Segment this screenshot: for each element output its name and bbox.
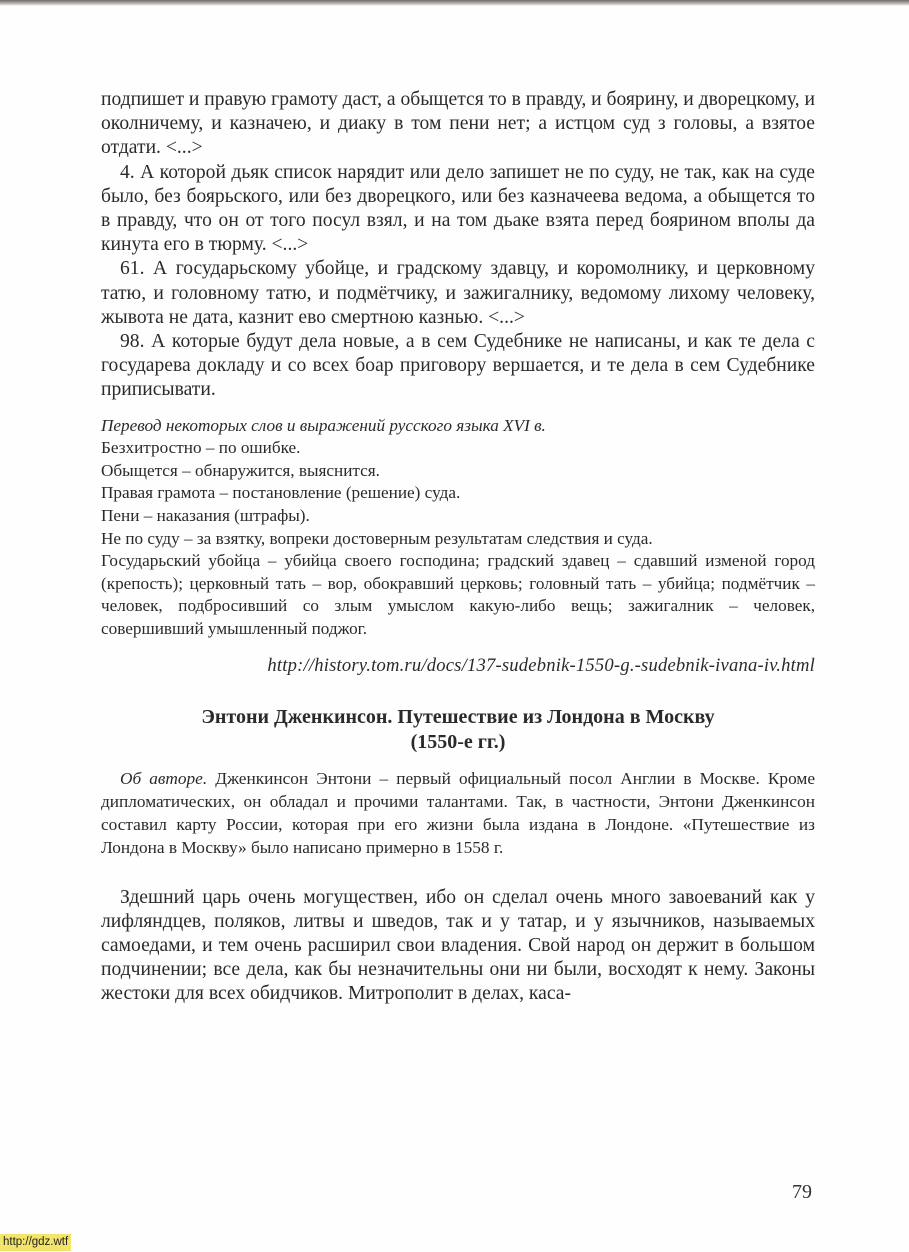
page-number: 79	[792, 1181, 812, 1203]
glossary-entry: Государьский убойца – убийца своего господина; градский здавец – сдавший изменой город (крепость); церковный тать – вор, обокравший церковь; головный тать – убийца; подмётчик – человек, подбросивший со злым умыслом какую-либо вещь; зажигалник – человек, совершивший умышленный поджог.	[101, 551, 815, 638]
source-url: http://history.tom.ru/docs/137-sudebnik-1550-g.-sudebnik-ivana-iv.html	[267, 654, 815, 676]
decree-paragraph: 61. А государьскому убойце, и градскому здавцу, и коромолнику, и церковному татю, и головному татю, и подмётчику, и зажигалнику, ведомому лихому человеку, жывота не дата, казнит ево смертною казнью. <...>	[101, 258, 815, 328]
decree-paragraph: 4. А которой дьяк список нарядит или дело запишет не по суду, не так, как на суде было, без боярьского, или без дворецкого, или без казначеева ведома, а обыщется то в правду, что он от того посул взял, и на том дьаке взята перед боярином вполы да кинута его в тюрму. <...>	[101, 161, 815, 256]
glossary-title: Перевод некоторых слов и выражений русского языка XVI в.	[101, 415, 546, 435]
travel-text: Здешний царь очень могуществен, ибо он сделал очень много завоеваний как у лифляндцев, поляков, литвы и шведов, так и у татар, и у язычников, называемых самоедами, и тем очень расширил свои владения. Свой народ он держит в большом подчинении; все дела, как бы незначительны они ни были, восходят к нему. Законы жестоки для всех обидчиков. Митрополит в делах, каса-	[101, 886, 815, 1005]
about-author	[101, 767, 815, 859]
section-heading-line1: Энтони Дженкинсон. Путешествие из Лондона в Москву	[201, 705, 715, 728]
section-heading-line2: (1550-е гг.)	[410, 730, 506, 753]
glossary-entry: Не по суду – за взятку, вопреки достоверным результатам следствия и суда.	[101, 528, 653, 548]
glossary-entry: Обыщется – обнаружится, выяснится.	[101, 460, 380, 480]
glossary-entry: Пени – наказания (штрафы).	[101, 506, 310, 526]
scan-top-edge	[0, 0, 909, 6]
decree-paragraph: подпишет и правую грамоту даст, а обыщется то в правду, и боярину, и дворецкому, и околничему, и казначею, и диаку в том пени нет; а истцом суд з головы, а взятое отдати. <...>	[101, 89, 816, 159]
about-text: Дженкинсон Энтони – первый официальный посол Англии в Москве. Кроме дипломатических, он обладал и прочими талантами. Так, в частности, Энтони Дженкинсон составил карту России, которая при его жизни была издана в Лондоне. «Путешествие из Лондона в Москву» было написано примерно в 1558 г.	[101, 768, 815, 857]
section-heading	[101, 705, 815, 755]
watermark-link[interactable]: http://gdz.wtf	[0, 1234, 71, 1251]
page-content	[101, 88, 815, 1007]
glossary-entry: Правая грамота – постановление (решение) суда.	[101, 483, 461, 503]
about-label: Об авторе.	[120, 768, 208, 788]
decree-paragraph: 98. А которые будут дела новые, а в сем Судебнике не написаны, и как те дела с государева докладу и со всех боар приговору вершается, и те дела в сем Судебнике приписывати.	[101, 331, 815, 401]
glossary-entry: Безхитростно – по ошибке.	[101, 438, 301, 458]
